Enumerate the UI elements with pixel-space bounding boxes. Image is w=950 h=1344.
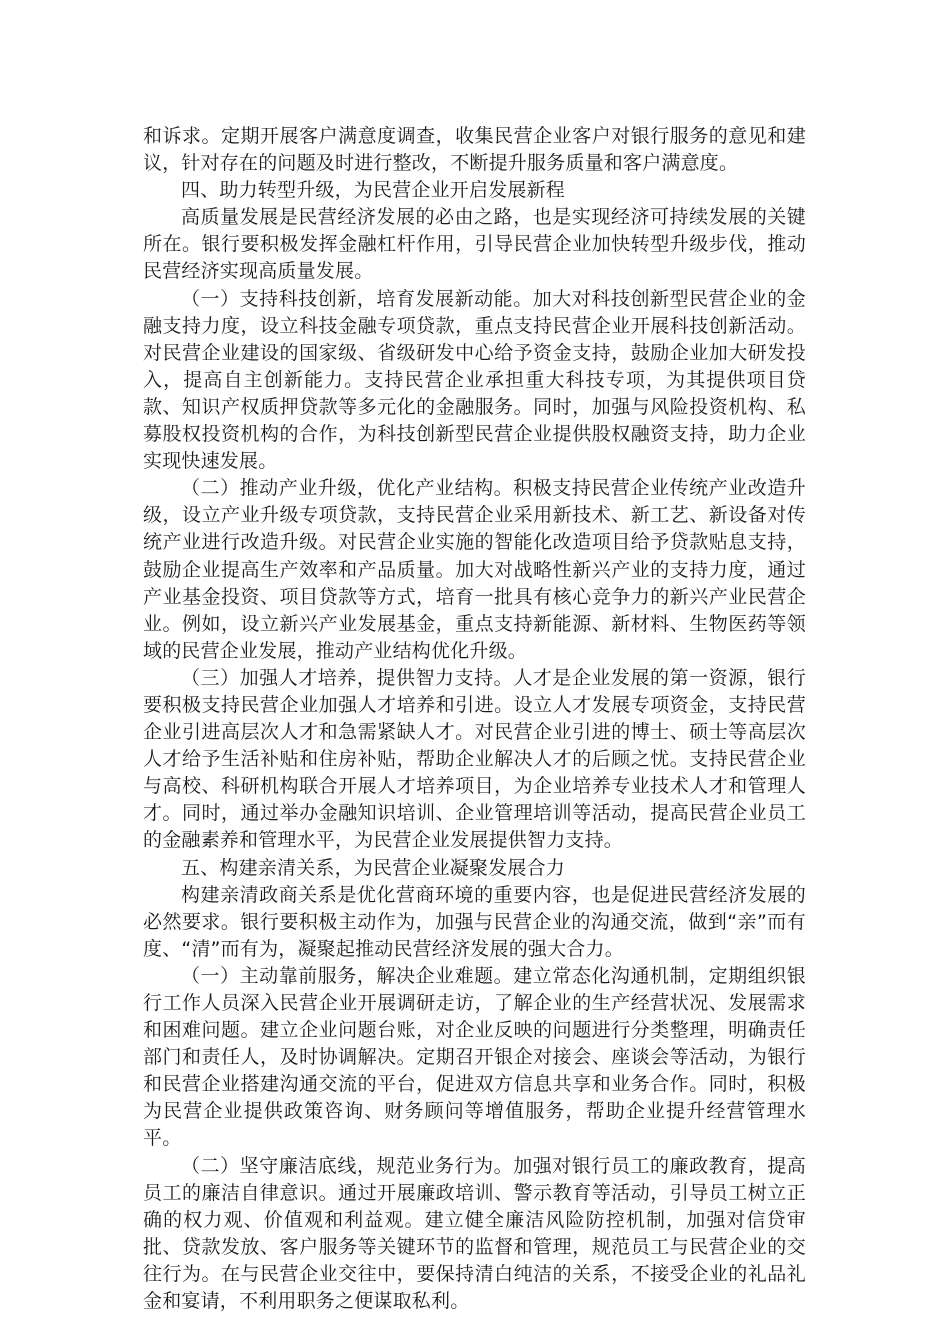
paragraph-5-1: （一）主动靠前服务，解决企业难题。建立常态化沟通机制，定期组织银行工作人员深入民营企业开展调研走访，了解企业的生产经营状况、发展需求和困难问题。建立企业问题台账，对企业反映的问题进行分类整理，明确责任部门和责任人，及时协调解决。定期召开银企对接会、座谈会等活动，为银行和民营企业搭建沟通交流的平台，促进双方信息共享和业务合作。同时，积极为民营企业提供政策咨询、财务顾问等增值服务，帮助企业提升经营管理水平。 (143, 964, 806, 1150)
paragraph-4-1: （一）支持科技创新，培育发展新动能。加大对科技创新型民营企业的金融支持力度，设立科技金融专项贷款，重点支持民营企业开展科技创新活动。对民营企业建设的国家级、省级研发中心给予资金支持，鼓励企业加大研发投入，提高自主创新能力。支持民营企业承担重大科技专项，为其提供项目贷款、知识产权质押贷款等多元化的金融服务。同时，加强与风险投资机构、私募股权投资机构的合作，为科技创新型民营企业提供股权融资支持，助力企业实现快速发展。 (143, 287, 806, 473)
section-heading-5: 五、构建亲清关系，为民营企业凝聚发展合力 (181, 856, 566, 879)
paragraph-section-4-intro: 高质量发展是民营经济发展的必由之路，也是实现经济可持续发展的关键所在。银行要积极发挥金融杠杆作用，引导民营企业加快转型升级步伐，推动民营经济实现高质量发展。 (143, 206, 806, 283)
section-heading-4: 四、助力转型升级，为民营企业开启发展新程 (181, 179, 566, 202)
paragraph-4-2: （二）推动产业升级，优化产业结构。积极支持民营企业传统产业改造升级，设立产业升级专项贷款，支持民营企业采用新技术、新工艺、新设备对传统产业进行改造升级。对民营企业实施的智能化改造项目给予贷款贴息支持，鼓励企业提高生产效率和产品质量。加大对战略性新兴产业的支持力度，通过产业基金投资、项目贷款等方式，培育一批具有核心竞争力的新兴产业民营企业。例如，设立新兴产业发展基金，重点支持新能源、新材料、生物医药等领域的民营企业发展，推动产业结构优化升级。 (143, 477, 806, 662)
document-page (143, 123, 806, 1315)
paragraph-continuation: 和诉求。定期开展客户满意度调查，收集民营企业客户对银行服务的意见和建议，针对存在的问题及时进行整改，不断提升服务质量和客户满意度。 (143, 125, 806, 175)
paragraph-5-2: （二）坚守廉洁底线，规范业务行为。加强对银行员工的廉政教育，提高员工的廉洁自律意识。通过开展廉政培训、警示教育等活动，引导员工树立正确的权力观、价值观和利益观。建立健全廉洁风险防控机制，加强对信贷审批、贷款发放、客户服务等关键环节的监督和管理，规范员工与民营企业的交往行为。在与民营企业交往中，要保持清白纯洁的关系，不接受企业的礼品礼金和宴请，不利用职务之便谋取私利。 (143, 1154, 806, 1313)
paragraph-section-5-intro: 构建亲清政商关系是优化营商环境的重要内容，也是促进民营经济发展的必然要求。银行要积极主动作为，加强与民营企业的沟通交流，做到“亲”而有度、“清”而有为，凝聚起推动民营经济发展的强大合力。 (143, 883, 806, 960)
paragraph-4-3: （三）加强人才培养，提供智力支持。人才是企业发展的第一资源，银行要积极支持民营企业加强人才培养和引进。设立人才发展专项资金，支持民营企业引进高层次人才和急需紧缺人才。对民营企业引进的博士、硕士等高层次人才给予生活补贴和住房补贴，帮助企业解决人才的后顾之忧。支持民营企业与高校、科研机构联合开展人才培养项目，为企业培养专业技术人才和管理人才。同时，通过举办金融知识培训、企业管理培训等活动，提高民营企业员工的金融素养和管理水平，为民营企业发展提供智力支持。 (143, 666, 806, 852)
